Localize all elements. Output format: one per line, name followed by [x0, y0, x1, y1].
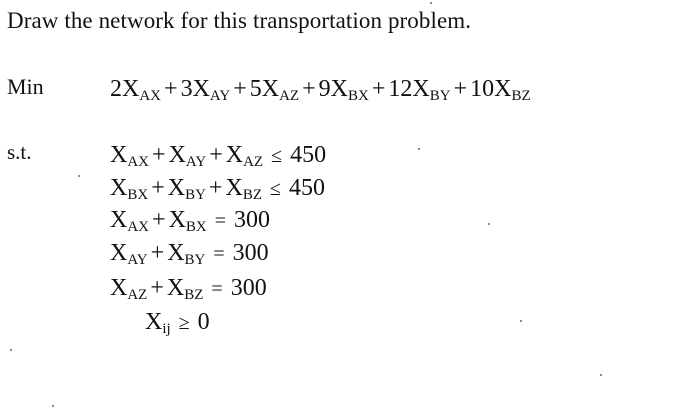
math-variable: $X_{AZ}$ — [110, 275, 148, 303]
math-variable: $X_{BY}$ — [167, 175, 206, 203]
coefficient: 9 — [318, 76, 331, 102]
objective-function — [110, 76, 531, 103]
variable-subscript: ij — [162, 321, 171, 337]
plus-operator: + — [152, 207, 166, 233]
variable-subscript: BZ — [511, 88, 531, 104]
math-variable: $X_{BZ}$ — [225, 175, 262, 203]
math-variable: $X_{BX}$ — [110, 175, 149, 203]
math-variable: $X_{AX}$ — [110, 142, 150, 170]
plus-operator: + — [164, 76, 178, 102]
relation-symbol: = — [211, 278, 223, 300]
constraint-row — [110, 142, 326, 169]
coefficient: 10 — [470, 76, 495, 102]
math-variable: $X_{AY}$ — [168, 142, 207, 170]
coefficient: 12 — [388, 76, 413, 102]
variable-subscript: BY — [185, 187, 206, 203]
variable-subscript: AX — [127, 219, 150, 235]
math-variable: $X_{AZ}$ — [261, 76, 300, 104]
variable-subscript: AZ — [279, 88, 300, 104]
right-hand-side: 0 — [197, 309, 210, 335]
relation-symbol: ≤ — [271, 145, 283, 167]
variable-subscript: AX — [139, 88, 162, 104]
math-variable: $X_{BX}$ — [330, 76, 369, 104]
variable-subscript: BZ — [184, 287, 204, 303]
plus-operator: + — [233, 76, 247, 102]
plus-operator: + — [150, 240, 165, 266]
math-variable: $X_{AX}$ — [110, 207, 150, 235]
variable-subscript: BX — [127, 187, 149, 203]
constraint-row — [110, 175, 325, 202]
plus-operator: + — [208, 175, 223, 201]
constraint-row — [110, 240, 269, 267]
plus-operator: + — [453, 76, 468, 102]
variable-subscript: AZ — [243, 154, 264, 170]
coefficient: 5 — [249, 76, 262, 102]
scan-speck — [488, 223, 490, 225]
relation-symbol: = — [214, 210, 227, 232]
math-variable: $X_{BZ}$ — [166, 275, 204, 303]
plus-operator: + — [151, 175, 165, 201]
objective-label: Min — [7, 74, 44, 99]
variable-subscript: BX — [347, 88, 369, 104]
variable-subscript: AY — [185, 154, 207, 170]
math-variable: $X_{ij}$ — [145, 309, 171, 337]
plus-operator: + — [152, 142, 166, 168]
math-variable: $X_{BZ}$ — [494, 76, 531, 104]
math-variable: $X_{AZ}$ — [225, 142, 264, 170]
math-variable: $X_{AY}$ — [192, 76, 231, 104]
variable-subscript: AX — [127, 154, 150, 170]
right-hand-side: 300 — [230, 275, 267, 301]
variable-subscript: BY — [184, 252, 206, 268]
math-variable: $X_{BX}$ — [168, 207, 207, 235]
scan-speck — [600, 374, 602, 376]
variable-subscript: AY — [127, 252, 148, 268]
right-hand-side: 450 — [288, 175, 325, 201]
math-variable: $X_{AY}$ — [110, 240, 148, 268]
variable-subscript: BX — [185, 219, 207, 235]
relation-symbol: ≥ — [178, 312, 190, 334]
variable-subscript: AZ — [127, 287, 148, 303]
right-hand-side: 300 — [232, 240, 269, 266]
math-variable: $X_{BY}$ — [412, 76, 451, 104]
plus-operator: + — [302, 76, 316, 102]
plus-operator: + — [150, 275, 164, 301]
plus-operator: + — [209, 142, 223, 168]
scan-speck — [10, 349, 12, 351]
constraint-row — [110, 207, 270, 234]
constraints-label: s.t. — [7, 140, 32, 164]
scan-speck — [520, 320, 522, 322]
scan-speck — [52, 405, 54, 407]
relation-symbol: ≤ — [269, 178, 281, 200]
variable-subscript: BY — [429, 88, 451, 104]
right-hand-side: 450 — [290, 142, 327, 168]
coefficient: 3 — [180, 76, 193, 102]
math-variable: $X_{AX}$ — [122, 76, 162, 104]
problem-heading: Draw the network for this transportation problem. — [7, 8, 472, 33]
math-variable: $X_{BY}$ — [167, 240, 206, 268]
plus-operator: + — [371, 76, 386, 102]
variable-subscript: AY — [209, 88, 231, 104]
relation-symbol: = — [213, 243, 225, 265]
nonnegativity-constraint — [145, 309, 210, 336]
scan-speck — [430, 2, 432, 4]
constraint-row — [110, 275, 267, 302]
right-hand-side: 300 — [234, 207, 271, 233]
scan-speck — [418, 148, 420, 150]
coefficient: 2 — [110, 76, 122, 102]
variable-subscript: BZ — [242, 187, 262, 203]
scan-speck — [78, 175, 80, 177]
